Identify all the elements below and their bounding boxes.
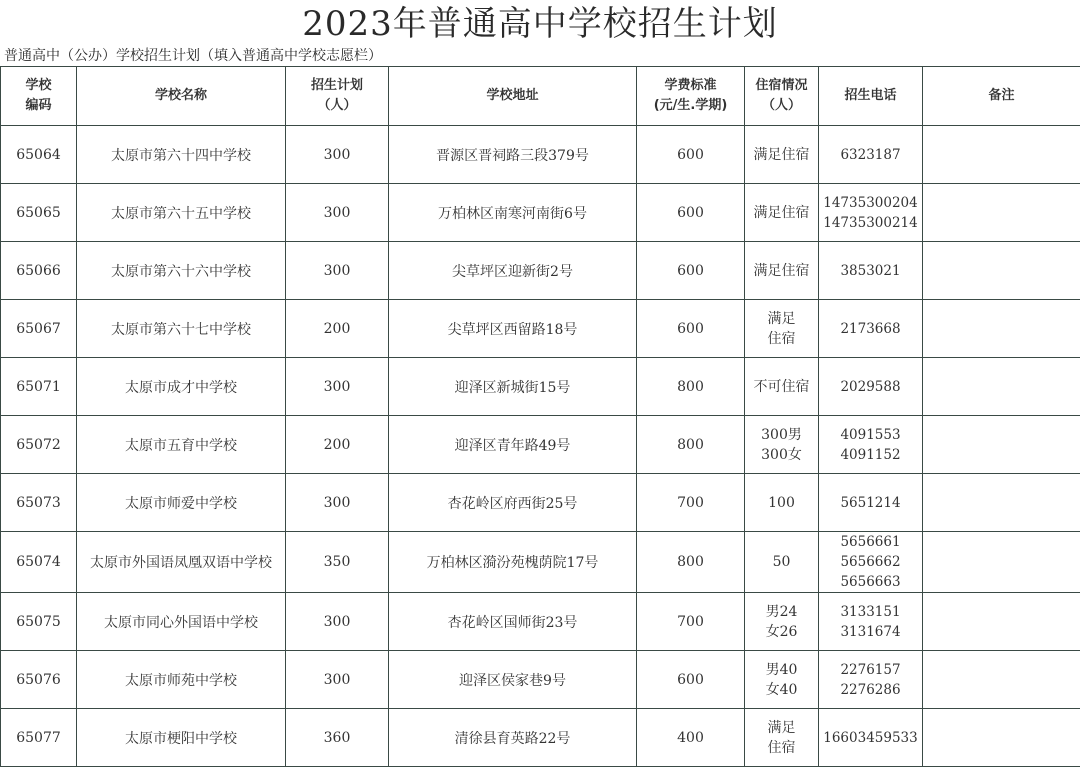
cell-lodging-line: 满足住宿 [745, 145, 818, 165]
cell-address: 杏花岭区国师街23号 [389, 593, 637, 651]
cell-phone-line: 5656662 [819, 552, 922, 572]
cell-phone-line: 4091152 [819, 445, 922, 465]
cell-lodging-line: 女26 [745, 622, 818, 642]
cell-fee: 700 [637, 474, 745, 532]
cell-code: 65077 [1, 709, 77, 767]
table-caption: 普通高中（公办）学校招生计划（填入普通高中学校志愿栏） [0, 46, 1080, 66]
cell-phone-line: 3131674 [819, 622, 922, 642]
cell-phone-line: 3853021 [819, 261, 922, 281]
cell-address: 万柏林区南寒河南街6号 [389, 184, 637, 242]
cell-note [923, 532, 1080, 593]
table-row [1, 416, 1080, 474]
cell-fee: 600 [637, 651, 745, 709]
cell-lodging [745, 709, 819, 767]
cell-lodging [745, 184, 819, 242]
cell-plan: 300 [286, 242, 389, 300]
cell-phone-line: 3133151 [819, 602, 922, 622]
header-note [923, 67, 1080, 126]
cell-school-name: 太原市师苑中学校 [77, 651, 286, 709]
cell-plan: 300 [286, 184, 389, 242]
cell-code: 65066 [1, 242, 77, 300]
cell-lodging-line: 女40 [745, 680, 818, 700]
cell-lodging-line: 满足住宿 [745, 261, 818, 281]
header-code [1, 67, 77, 126]
header-name-line: 学校名称 [77, 86, 285, 106]
cell-code: 65073 [1, 474, 77, 532]
cell-address: 万柏林区漪汾苑槐荫院17号 [389, 532, 637, 593]
cell-phone [819, 242, 923, 300]
header-code-line: 编码 [1, 96, 76, 116]
table-row [1, 242, 1080, 300]
cell-lodging-line: 满足 [745, 718, 818, 738]
header-fee-line: 学费标准 [637, 76, 744, 96]
cell-lodging [745, 416, 819, 474]
cell-lodging [745, 126, 819, 184]
header-code-line: 学校 [1, 76, 76, 96]
table-row [1, 709, 1080, 767]
cell-note [923, 651, 1080, 709]
table-row [1, 126, 1080, 184]
cell-note [923, 300, 1080, 358]
cell-note [923, 474, 1080, 532]
cell-code: 65067 [1, 300, 77, 358]
cell-lodging [745, 300, 819, 358]
cell-fee: 400 [637, 709, 745, 767]
table-row [1, 358, 1080, 416]
cell-phone [819, 651, 923, 709]
header-address [389, 67, 637, 126]
header-note-line: 备注 [923, 86, 1080, 106]
cell-lodging [745, 358, 819, 416]
cell-code: 65064 [1, 126, 77, 184]
header-phone [819, 67, 923, 126]
cell-school-name: 太原市外国语凤凰双语中学校 [77, 532, 286, 593]
cell-code: 65075 [1, 593, 77, 651]
cell-phone [819, 532, 923, 593]
cell-lodging-line: 300女 [745, 445, 818, 465]
cell-school-name: 太原市第六十六中学校 [77, 242, 286, 300]
header-plan [286, 67, 389, 126]
cell-fee: 600 [637, 184, 745, 242]
cell-lodging-line: 不可住宿 [745, 377, 818, 397]
cell-lodging [745, 242, 819, 300]
cell-fee: 600 [637, 300, 745, 358]
cell-phone [819, 593, 923, 651]
table-row [1, 593, 1080, 651]
cell-phone [819, 358, 923, 416]
table-row [1, 474, 1080, 532]
cell-plan: 300 [286, 358, 389, 416]
cell-note [923, 709, 1080, 767]
header-lodging [745, 67, 819, 126]
cell-address: 迎泽区新城街15号 [389, 358, 637, 416]
cell-phone [819, 474, 923, 532]
cell-fee: 600 [637, 126, 745, 184]
cell-phone-line: 14735300204 [819, 193, 922, 213]
cell-note [923, 358, 1080, 416]
cell-phone-line: 2276286 [819, 680, 922, 700]
cell-phone-line: 5656663 [819, 572, 922, 592]
cell-fee: 700 [637, 593, 745, 651]
cell-address: 迎泽区青年路49号 [389, 416, 637, 474]
cell-address: 尖草坪区迎新街2号 [389, 242, 637, 300]
cell-code: 65072 [1, 416, 77, 474]
cell-phone [819, 126, 923, 184]
cell-plan: 300 [286, 651, 389, 709]
cell-plan: 200 [286, 300, 389, 358]
cell-note [923, 184, 1080, 242]
table-row [1, 300, 1080, 358]
cell-lodging-line: 住宿 [745, 329, 818, 349]
cell-school-name: 太原市同心外国语中学校 [77, 593, 286, 651]
cell-phone-line: 5651214 [819, 493, 922, 513]
page-title: 2023年普通高中学校招生计划 [0, 0, 1080, 46]
cell-phone [819, 709, 923, 767]
cell-lodging [745, 532, 819, 593]
header-lodging-line: （人） [745, 96, 818, 116]
cell-code: 65074 [1, 532, 77, 593]
header-phone-line: 招生电话 [819, 86, 922, 106]
cell-plan: 300 [286, 474, 389, 532]
table-row [1, 651, 1080, 709]
cell-school-name: 太原市第六十七中学校 [77, 300, 286, 358]
cell-lodging-line: 满足 [745, 309, 818, 329]
cell-school-name: 太原市师爱中学校 [77, 474, 286, 532]
cell-lodging [745, 651, 819, 709]
cell-lodging-line: 满足住宿 [745, 203, 818, 223]
cell-code: 65076 [1, 651, 77, 709]
header-plan-line: （人） [286, 96, 388, 116]
cell-phone [819, 300, 923, 358]
header-plan-line: 招生计划 [286, 76, 388, 96]
cell-lodging-line: 男40 [745, 660, 818, 680]
cell-phone-line: 2173668 [819, 319, 922, 339]
header-name [77, 67, 286, 126]
cell-phone-line: 5656661 [819, 532, 922, 552]
cell-fee: 800 [637, 532, 745, 593]
cell-school-name: 太原市成才中学校 [77, 358, 286, 416]
cell-fee: 800 [637, 416, 745, 474]
cell-phone-line: 6323187 [819, 145, 922, 165]
enrollment-table [0, 66, 1080, 767]
table-row [1, 532, 1080, 593]
cell-code: 65071 [1, 358, 77, 416]
cell-phone [819, 184, 923, 242]
cell-plan: 300 [286, 126, 389, 184]
cell-lodging-line: 300男 [745, 425, 818, 445]
cell-lodging [745, 474, 819, 532]
cell-address: 尖草坪区西留路18号 [389, 300, 637, 358]
cell-lodging-line: 住宿 [745, 738, 818, 758]
cell-plan: 350 [286, 532, 389, 593]
cell-note [923, 416, 1080, 474]
cell-address: 迎泽区侯家巷9号 [389, 651, 637, 709]
cell-phone-line: 16603459533 [819, 728, 922, 748]
cell-address: 晋源区晋祠路三段379号 [389, 126, 637, 184]
header-address-line: 学校地址 [389, 86, 636, 106]
cell-school-name: 太原市五育中学校 [77, 416, 286, 474]
cell-school-name: 太原市第六十四中学校 [77, 126, 286, 184]
cell-phone [819, 416, 923, 474]
header-fee [637, 67, 745, 126]
cell-phone-line: 2276157 [819, 660, 922, 680]
cell-lodging [745, 593, 819, 651]
table-row [1, 184, 1080, 242]
cell-code: 65065 [1, 184, 77, 242]
table-body [1, 126, 1080, 767]
cell-phone-line: 14735300214 [819, 213, 922, 233]
cell-lodging-line: 50 [745, 552, 818, 572]
table-header-row [1, 67, 1080, 126]
cell-plan: 360 [286, 709, 389, 767]
header-lodging-line: 住宿情况 [745, 76, 818, 96]
cell-phone-line: 2029588 [819, 377, 922, 397]
cell-plan: 200 [286, 416, 389, 474]
cell-school-name: 太原市梗阳中学校 [77, 709, 286, 767]
cell-school-name: 太原市第六十五中学校 [77, 184, 286, 242]
cell-note [923, 126, 1080, 184]
header-fee-line: (元/生.学期) [637, 96, 744, 116]
cell-lodging-line: 男24 [745, 602, 818, 622]
cell-note [923, 242, 1080, 300]
cell-note [923, 593, 1080, 651]
cell-fee: 600 [637, 242, 745, 300]
cell-fee: 800 [637, 358, 745, 416]
cell-address: 清徐县育英路22号 [389, 709, 637, 767]
cell-phone-line: 4091553 [819, 425, 922, 445]
cell-lodging-line: 100 [745, 493, 818, 513]
cell-address: 杏花岭区府西街25号 [389, 474, 637, 532]
cell-plan: 300 [286, 593, 389, 651]
